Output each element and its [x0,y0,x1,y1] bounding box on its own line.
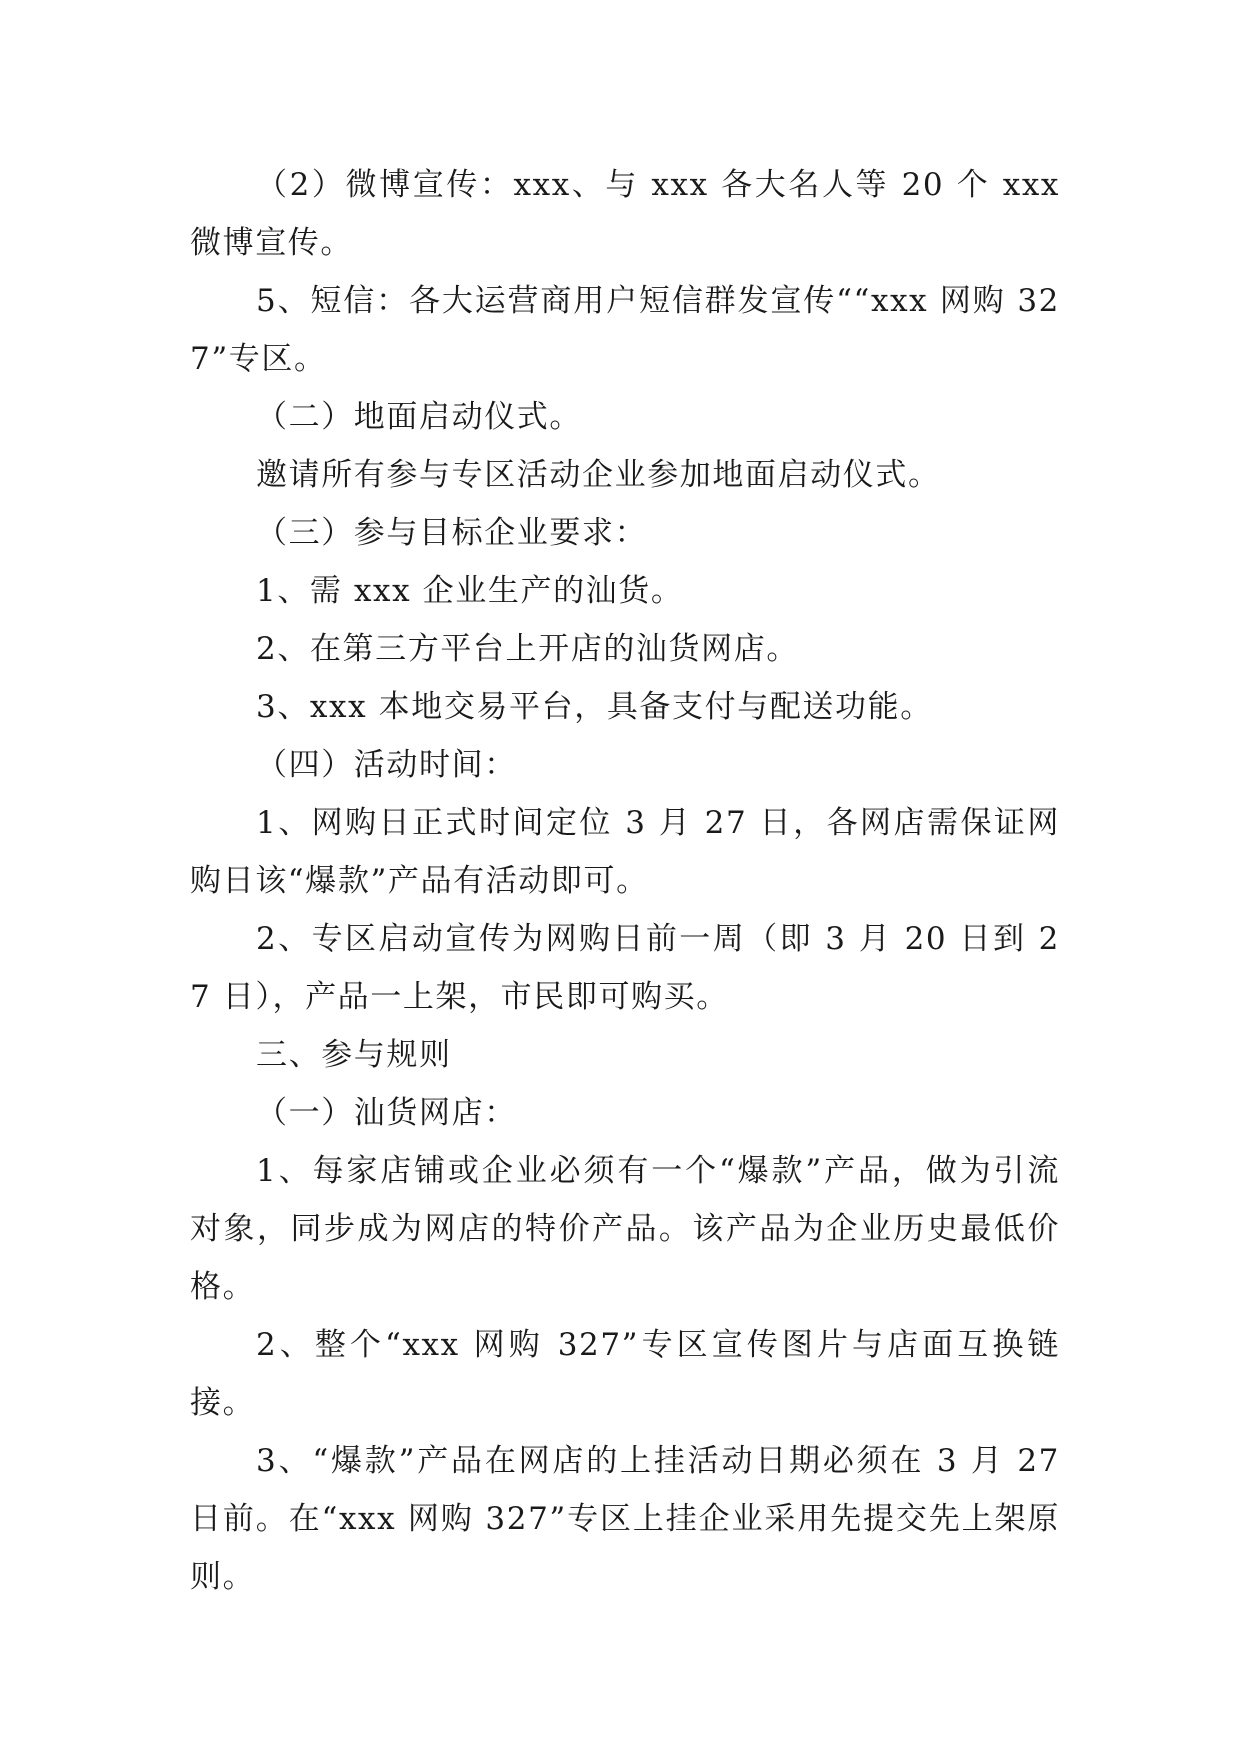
paragraph-invitation: 邀请所有参与专区活动企业参加地面启动仪式。 [256,457,941,493]
paragraph-weibo-promotion: （2）微博宣传：xxx、与 xxx 各大名人等 20 个 xxx 微博宣传。 [190,167,1060,261]
paragraph-rule-3: 3、“爆款”产品在网店的上挂活动日期必须在 3 月 27 日前。在“xxx 网购 327”专区上挂企业采用先提交先上架原则。 [190,1443,1060,1595]
paragraph-heading-launch-ceremony: （二）地面启动仪式。 [256,399,582,435]
paragraph-requirement-2: 2、在第三方平台上开店的汕货网店。 [256,631,799,667]
paragraph-heading-online-stores: （一）汕货网店： [256,1095,517,1131]
paragraph-requirement-3: 3、xxx 本地交易平台，具备支付与配送功能。 [256,689,933,725]
paragraph-heading-activity-time: （四）活动时间： [256,747,517,783]
document-body [190,156,1060,1606]
paragraph-sms-promotion: 5、短信：各大运营商用户短信群发宣传““xxx 网购 327”专区。 [190,283,1060,377]
paragraph-rule-2: 2、整个“xxx 网购 327”专区宣传图片与店面互换链接。 [190,1327,1060,1421]
paragraph-rule-1: 1、每家店铺或企业必须有一个“爆款”产品，做为引流对象，同步成为网店的特价产品。该产品为企业历史最低价格。 [190,1153,1060,1305]
paragraph-heading-rules: 三、参与规则 [256,1037,452,1073]
paragraph-requirement-1: 1、需 xxx 企业生产的汕货。 [256,573,684,609]
paragraph-time-2: 2、专区启动宣传为网购日前一周（即 3 月 20 日到 27 日），产品一上架，市民即可购买。 [190,921,1060,1015]
paragraph-heading-enterprise-requirements: （三）参与目标企业要求： [256,515,648,551]
paragraph-time-1: 1、网购日正式时间定位 3 月 27 日，各网店需保证网购日该“爆款”产品有活动即可。 [190,805,1060,899]
